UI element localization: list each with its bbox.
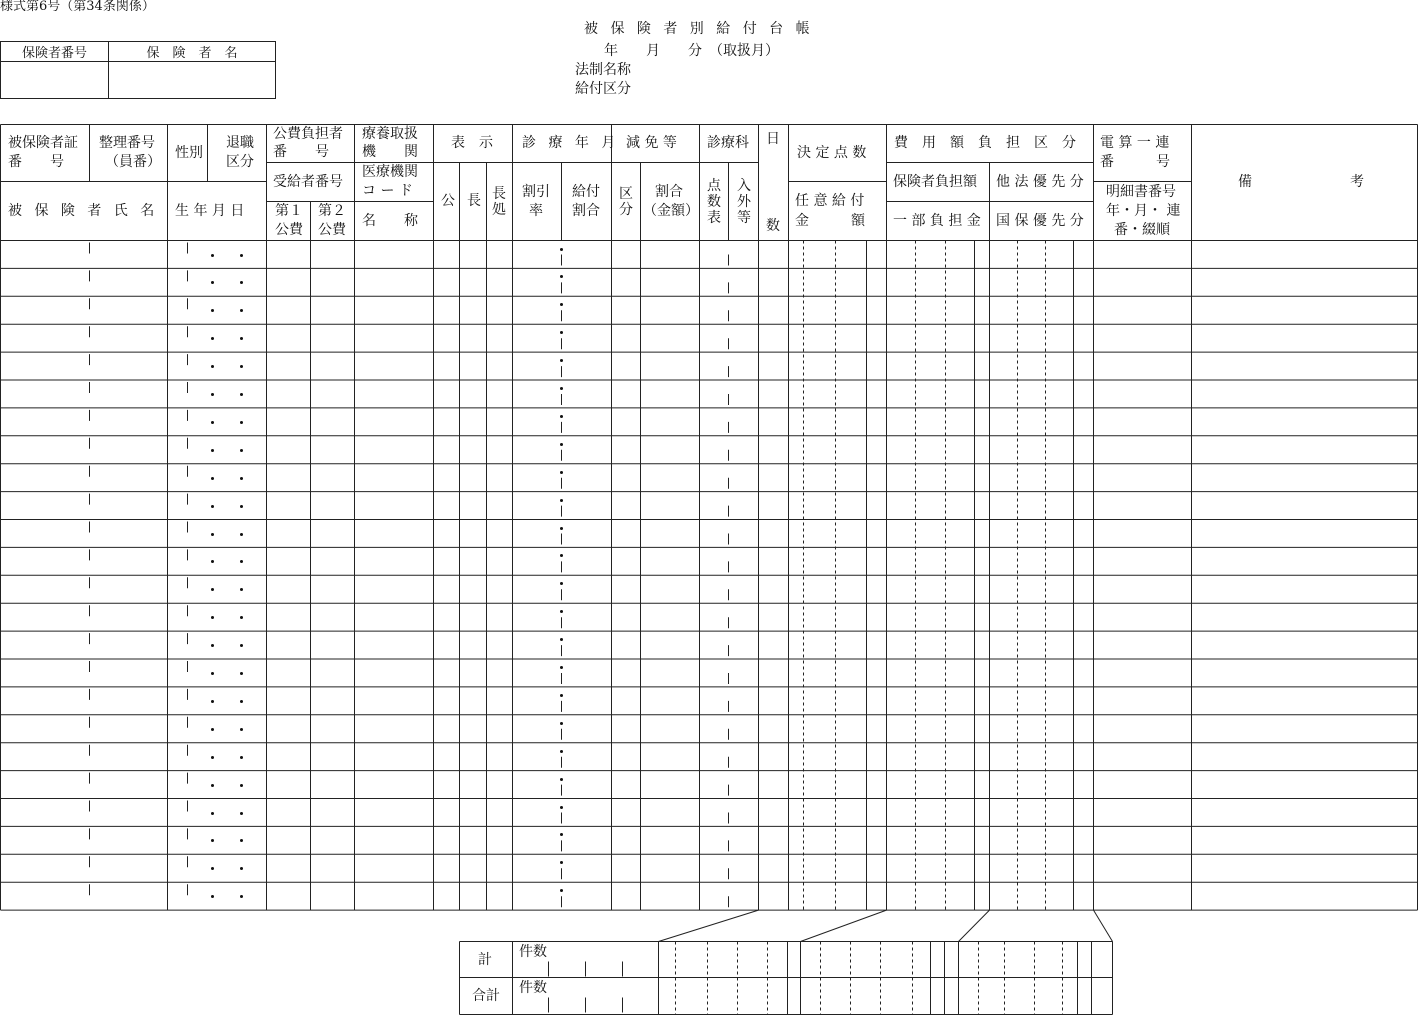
table-row[interactable] xyxy=(0,826,1418,854)
date-separator-dot xyxy=(240,505,243,508)
date-separator-dot xyxy=(211,756,214,759)
date-separator-dot xyxy=(560,471,563,474)
header-department: 診療科 xyxy=(707,135,749,151)
date-separator-dot xyxy=(560,610,563,613)
date-separator-dot xyxy=(211,867,214,870)
date-separator-dot xyxy=(240,281,243,284)
date-separator-dot xyxy=(211,700,214,703)
date-separator-dot xyxy=(211,812,214,815)
date-separator-dot xyxy=(211,644,214,647)
date-separator-dot xyxy=(560,248,563,251)
date-separator-dot xyxy=(560,778,563,781)
header-optional-benefit-2: 金 額 xyxy=(795,213,865,229)
ledger-title: 被 保 険 者 別 給 付 台 帳 xyxy=(584,21,814,37)
header-ref-no-2: （員番） xyxy=(105,154,161,170)
header-birth-date: 生 年 月 日 xyxy=(175,203,245,219)
date-separator-dot xyxy=(240,477,243,480)
header-ref-no: 整理番号 xyxy=(99,135,155,151)
header-treatment-ym: 診 療 年 月 xyxy=(522,135,620,151)
table-row[interactable] xyxy=(0,715,1418,743)
header-public1: 第１ xyxy=(275,203,303,219)
table-row[interactable] xyxy=(0,352,1418,380)
header-points-table: 点数表 xyxy=(707,178,721,226)
date-separator-dot xyxy=(560,861,563,864)
header-days: 日 xyxy=(766,131,780,147)
table-row[interactable] xyxy=(0,324,1418,352)
header-remarks: 備 考 xyxy=(1238,174,1364,190)
date-separator-dot xyxy=(560,499,563,502)
subtotal-count-label: 件数 xyxy=(519,944,547,960)
period-line: 年 月 分 （取扱月） xyxy=(604,43,779,59)
date-separator-dot xyxy=(560,889,563,892)
date-separator-dot xyxy=(211,728,214,731)
header-discount-rate-2: 率 xyxy=(529,203,543,219)
date-separator-dot xyxy=(560,666,563,669)
date-separator-dot xyxy=(560,582,563,585)
date-separator-dot xyxy=(211,588,214,591)
header-calc-serial-2: 番 号 xyxy=(1100,154,1170,170)
date-separator-dot xyxy=(211,309,214,312)
date-separator-dot xyxy=(240,365,243,368)
header-calc-serial: 電 算 一 連 xyxy=(1100,135,1170,151)
date-separator-dot xyxy=(240,449,243,452)
header-medical-inst-2: 機 関 xyxy=(362,144,418,160)
header-cost-burden: 費 用 額 負 担 区 分 xyxy=(894,135,1076,151)
connector-line xyxy=(659,910,759,941)
header-display-long-treat: 長処 xyxy=(492,186,506,218)
header-insured-cert-no: 被保険者証 xyxy=(8,135,78,151)
table-row[interactable] xyxy=(0,241,1418,269)
connector-line xyxy=(1094,910,1113,941)
date-separator-dot xyxy=(560,415,563,418)
header-ratio-amount-2: （金額） xyxy=(643,203,699,219)
subtotal-label: 計 xyxy=(478,952,492,968)
date-separator-dot xyxy=(240,421,243,424)
header-other-law-priority: 他 法 優 先 分 xyxy=(996,174,1084,190)
law-name-label: 法制名称 xyxy=(575,62,631,78)
header-ratio-amount: 割合 xyxy=(655,184,683,200)
date-separator-dot xyxy=(560,275,563,278)
header-public-payer-2: 番 号 xyxy=(273,144,329,160)
date-separator-dot xyxy=(240,588,243,591)
table-row[interactable] xyxy=(0,603,1418,631)
header-public2: 第２ xyxy=(318,203,346,219)
header-statement-detail: 年・月・ 連 xyxy=(1106,203,1181,219)
date-separator-dot xyxy=(211,281,214,284)
date-separator-dot xyxy=(240,895,243,898)
insurer-name-label: 保 険 者 名 xyxy=(109,42,276,62)
header-decided-points: 決 定 点 数 xyxy=(797,145,867,161)
date-separator-dot xyxy=(240,784,243,787)
header-display: 表 示 xyxy=(451,135,493,151)
table-row[interactable] xyxy=(0,575,1418,603)
date-separator-dot xyxy=(240,867,243,870)
table-row[interactable] xyxy=(0,520,1418,548)
date-separator-dot xyxy=(240,728,243,731)
date-separator-dot xyxy=(240,393,243,396)
date-separator-dot xyxy=(211,505,214,508)
header-retire-2: 区分 xyxy=(226,154,254,170)
date-separator-dot xyxy=(211,672,214,675)
date-separator-dot xyxy=(211,477,214,480)
header-benefit-ratio: 給付 xyxy=(572,184,600,200)
date-separator-dot xyxy=(240,309,243,312)
date-separator-dot xyxy=(240,700,243,703)
date-separator-dot xyxy=(240,839,243,842)
date-separator-dot xyxy=(560,806,563,809)
date-separator-dot xyxy=(211,449,214,452)
header-display-long: 長 xyxy=(467,193,481,209)
date-separator-dot xyxy=(240,254,243,257)
table-row[interactable] xyxy=(0,436,1418,464)
date-separator-dot xyxy=(211,895,214,898)
header-days-2: 数 xyxy=(766,218,780,234)
table-row[interactable] xyxy=(0,687,1418,715)
table-row[interactable] xyxy=(0,464,1418,492)
connector-line xyxy=(959,910,990,941)
header-inst-code-2: コ ー ド xyxy=(362,183,413,199)
table-row[interactable] xyxy=(0,268,1418,296)
date-separator-dot xyxy=(560,554,563,557)
date-separator-dot xyxy=(240,337,243,340)
date-separator-dot xyxy=(211,337,214,340)
date-separator-dot xyxy=(211,560,214,563)
form-number: 様式第6号（第34条関係） xyxy=(0,0,155,14)
header-sex: 性別 xyxy=(175,145,203,161)
table-row[interactable] xyxy=(0,492,1418,520)
header-inst-code: 医療機関 xyxy=(362,164,418,180)
date-separator-dot xyxy=(240,560,243,563)
header-public1-2: 公費 xyxy=(275,222,303,238)
date-separator-dot xyxy=(560,359,563,362)
date-separator-dot xyxy=(211,254,214,257)
date-separator-dot xyxy=(240,812,243,815)
header-national-priority: 国 保 優 先 分 xyxy=(996,213,1084,229)
table-row[interactable] xyxy=(0,547,1418,575)
date-separator-dot xyxy=(560,527,563,530)
total-label: 合計 xyxy=(472,988,500,1004)
table-row[interactable] xyxy=(0,799,1418,827)
table-row[interactable] xyxy=(0,659,1418,687)
date-separator-dot xyxy=(211,784,214,787)
table-row[interactable] xyxy=(0,854,1418,882)
table-row[interactable] xyxy=(0,882,1418,910)
total-count-label: 件数 xyxy=(519,980,547,996)
date-separator-dot xyxy=(211,616,214,619)
table-row[interactable] xyxy=(0,631,1418,659)
header-optional-benefit: 任 意 給 付 xyxy=(795,193,865,209)
header-statement-no: 明細書番号 xyxy=(1106,184,1176,200)
header-medical-inst: 療養取扱 xyxy=(362,126,418,142)
date-separator-dot xyxy=(240,672,243,675)
header-statement-detail-2: 番・綴順 xyxy=(1114,222,1170,238)
insurer-number-label: 保険者番号 xyxy=(1,42,109,62)
table-row[interactable] xyxy=(0,408,1418,436)
header-public-payer: 公費負担者 xyxy=(273,126,343,142)
header-display-public: 公 xyxy=(441,193,455,209)
header-insured-cert-no-2: 番 号 xyxy=(8,154,64,170)
header-benefit-ratio-2: 割合 xyxy=(572,203,600,219)
header-discount-rate: 割引 xyxy=(522,184,550,200)
header-recipient-no: 受給者番号 xyxy=(273,174,343,190)
benefit-type-label: 給付区分 xyxy=(575,81,631,97)
header-in-out: 入外等 xyxy=(737,178,751,226)
header-inst-name: 名 称 xyxy=(362,213,418,229)
table-row[interactable] xyxy=(0,380,1418,408)
header-partial-burden: 一 部 負 担 金 xyxy=(893,213,981,229)
date-separator-dot xyxy=(560,387,563,390)
date-separator-dot xyxy=(240,616,243,619)
connector-line xyxy=(801,910,887,941)
header-exemption-type: 区分 xyxy=(619,186,633,218)
date-separator-dot xyxy=(240,756,243,759)
date-separator-dot xyxy=(560,694,563,697)
date-separator-dot xyxy=(560,722,563,725)
header-insured-name: 被 保 険 者 氏 名 xyxy=(8,203,159,219)
date-separator-dot xyxy=(211,839,214,842)
header-insurer-burden: 保険者負担額 xyxy=(893,174,977,190)
header-exemption: 減 免 等 xyxy=(626,135,677,151)
date-separator-dot xyxy=(560,833,563,836)
header-public2-2: 公費 xyxy=(318,222,346,238)
date-separator-dot xyxy=(560,750,563,753)
date-separator-dot xyxy=(240,533,243,536)
date-separator-dot xyxy=(211,421,214,424)
date-separator-dot xyxy=(560,443,563,446)
table-row[interactable] xyxy=(0,771,1418,799)
date-separator-dot xyxy=(211,533,214,536)
date-separator-dot xyxy=(560,303,563,306)
table-row[interactable] xyxy=(0,743,1418,771)
date-separator-dot xyxy=(560,331,563,334)
date-separator-dot xyxy=(240,644,243,647)
date-separator-dot xyxy=(211,365,214,368)
date-separator-dot xyxy=(211,393,214,396)
date-separator-dot xyxy=(560,638,563,641)
header-retire: 退職 xyxy=(226,135,254,151)
table-row[interactable] xyxy=(0,296,1418,324)
